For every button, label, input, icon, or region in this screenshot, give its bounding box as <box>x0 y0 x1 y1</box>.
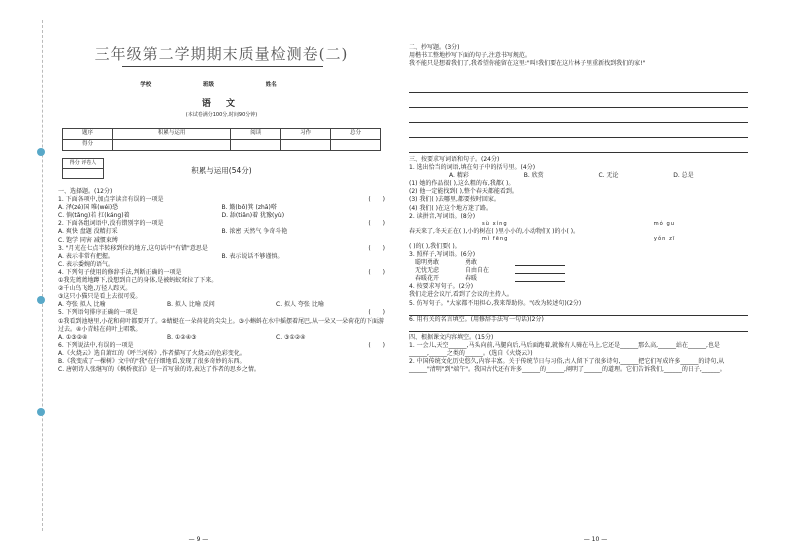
exam-note: (本试卷满分100分,时间90分钟) <box>185 112 258 118</box>
option: A. 夸张 拟人 比喻 <box>58 301 106 309</box>
question-text: 6. 用有关的名言填空。(用修辞手法写一句话)(2分) <box>409 315 544 323</box>
score-table <box>62 128 381 151</box>
sentence: (2) 他一定能找到( ),整个春天都能看到。 <box>409 188 518 196</box>
sentence: (3) 我们( )去哪里,都要按时回家。 <box>409 196 500 204</box>
question-text: 1. 选出恰当的词语,填在句子中的括号里。(4分) <box>409 164 536 172</box>
option: D. 舔(tiǎn)着 犹豫(yù) <box>221 212 285 220</box>
writing-line[interactable] <box>409 138 748 153</box>
sentence: (1) 她的作品很( ),这么粗的布,我都( )。 <box>409 180 515 188</box>
score-cell[interactable] <box>231 140 281 151</box>
score-row-label: 得分 <box>63 140 113 151</box>
sentence: 春天来了,冬天正在( ),小的树在( )里小小的,小动物们( )的小( )。 <box>409 227 580 235</box>
score-header: 习作 <box>281 129 331 140</box>
score-header: 阅读 <box>231 129 281 140</box>
option: B. 拟人 比喻 反问 <box>167 301 215 309</box>
school-label: 学校 <box>140 82 152 88</box>
class-label: 班级 <box>202 82 214 88</box>
question-text: 2. 下面各组词语中,没有错别字的一项是 <box>58 220 164 228</box>
sentence: ( )的( ),我们要( )。 <box>409 242 461 250</box>
answer-blank[interactable] <box>515 259 565 266</box>
binding-hole-icon <box>37 408 45 416</box>
word: 春暖 <box>465 275 478 283</box>
page-number: — 9 — <box>188 536 209 543</box>
grader-label: 得分 评卷人 <box>69 160 97 166</box>
option: A. 表示非常有把握。 <box>58 252 114 260</box>
question-text: 5. 下列语句排序正确的一项是 <box>58 309 138 317</box>
pinyin: sù xíng <box>481 220 508 227</box>
sentence: ③这只小猫只是看上去很可爱。 <box>58 293 142 301</box>
question-text: 3. "月光在七点半转移到位的地方,这句话中"有错"意思是 <box>58 244 208 252</box>
answer-bracket[interactable]: ( ) <box>368 220 385 228</box>
question-text: 2. 读拼音,写词语。(8分) <box>409 212 476 220</box>
sentence: ①我看到池塘里,小花和荷叶都要开了。②蜻蜓在一朵荷花的尖尖上。③小蝌蚪在水中摇摆着尾巴,从一朵又一朵荷花的下面游过去。④小青蛙在荷叶上唱歌。 <box>58 317 384 333</box>
option: C. ③①②④ <box>276 333 306 341</box>
section-words <box>409 156 748 374</box>
writing-line[interactable] <box>409 92 748 108</box>
option: B. 表示说话不够谨慎。 <box>221 252 284 260</box>
section-heading: 三、按要求写词语和句子。(24分) <box>409 156 500 163</box>
option: A. 精彩 <box>449 172 469 180</box>
pinyin: yǒn zī <box>653 235 676 242</box>
title-rule <box>122 66 323 67</box>
option: D. 总是 <box>673 172 694 180</box>
answer-blank[interactable] <box>515 275 565 282</box>
answer-bracket[interactable]: ( ) <box>368 244 385 252</box>
name-label: 姓名 <box>265 82 277 88</box>
answer-line[interactable] <box>409 324 748 332</box>
binding-hole-icon <box>37 148 45 156</box>
binding-hole-icon <box>37 296 45 304</box>
sentence: 我们走进会议厅,看到了会议的主持人。 <box>409 291 513 299</box>
score-header: 题序 <box>63 129 113 140</box>
sentence: ①我先蔫蔫地蹲下,没想到自己的身体,是被蚂蚁耷拉了下来。 <box>58 277 218 285</box>
binding-margin <box>6 0 46 551</box>
exam-title: 三年级第二学期期末质量检测卷(二) <box>94 45 349 63</box>
option: C. 倘(tǎng)若 扛(káng)着 <box>58 212 130 220</box>
option: A. 泽(zé)国 唯(wéi)恐 <box>58 204 119 212</box>
option: C. 拟人 夸张 比喻 <box>276 301 324 309</box>
question-text: 1. 下面各项中,加点字读音有误的一项是 <box>58 196 164 204</box>
score-cell[interactable] <box>331 140 381 151</box>
word: 无忧无虑 <box>415 267 440 275</box>
pinyin: mó gu <box>653 220 676 227</box>
writing-line[interactable] <box>409 123 748 138</box>
section-heading: 一、选择题。(12分) <box>58 188 113 195</box>
score-header: 总分 <box>331 129 381 140</box>
word: 春暖花开 <box>415 275 440 283</box>
question-text: 4. 按要求写句子。(2分) <box>409 283 474 291</box>
option: A. ①③②④ <box>58 333 88 341</box>
answer-bracket[interactable]: ( ) <box>368 196 385 204</box>
section-heading: 四、根据课文内容填空。(15分) <box>409 333 494 341</box>
question-text: 6. 下列说法中,有误的一项是 <box>58 341 134 349</box>
section-choice <box>58 188 385 374</box>
sentence: (4) 我们( )在这个地方迷了路。 <box>409 204 492 212</box>
option: B. 簸(bǒ)箕 (zhā)嗒 <box>221 204 277 212</box>
section-copy <box>409 44 748 68</box>
section-heading: 二、抄写题。(3分) <box>409 44 460 51</box>
subject-title: 语 文 <box>201 99 242 109</box>
answer-line[interactable] <box>409 308 748 316</box>
option: C. 无论 <box>598 172 619 180</box>
score-header: 积累与运用 <box>112 129 230 140</box>
option: A.《火烧云》选自萧红的《呼兰河传》,作者描写了火烧云的色彩变化。 <box>58 349 246 357</box>
question-text: 5. 仿写句子。"大家都不用担心,我来帮助你。"(改为转述句)(2分) <box>409 299 582 307</box>
pinyin: mì fēng <box>481 235 509 242</box>
section-title: 积累与运用(54分) <box>191 166 252 175</box>
option: B. 浓密 天然气 争奇斗艳 <box>221 228 288 236</box>
writing-line[interactable] <box>409 108 748 123</box>
word: 聪明勇敢 <box>415 259 440 267</box>
question-text: 1. 一会儿,天空______,马头向前,马腿向后,马后面跑着,就像有人骑在马上,它还是______那么高,______站在______,也是______,______之类的______。(选自《火烧云》) <box>409 341 720 357</box>
answer-bracket[interactable]: ( ) <box>368 309 385 317</box>
writing-lines[interactable] <box>409 92 748 153</box>
option: B.《我变成了一棵树》文中的"我"在仔细地看,发现了很多奇妙的东西。 <box>58 357 246 365</box>
page-right <box>397 0 794 551</box>
option: C. 饱学 同害 减惯束缚 <box>58 236 118 244</box>
option: C. 表示委婉的语气。 <box>58 260 115 268</box>
score-cell[interactable] <box>281 140 331 151</box>
quote: 我不能只是想着我们了,我希望你能留在这里:"叫!我们要在这片林子里重新找到我们的家!" <box>409 60 646 68</box>
question-text: 2. 中国传统文化历史悠久,内容丰富。关于传统节日与习俗,古人留下了很多诗句,______把它们写成许多______的诗句,从______"清明"到"端午"。我国古代还有许多______的______,阐明了______的道理。它们告诉我们,______的日子,______。 <box>409 358 726 374</box>
page-number: — 10 — <box>583 536 608 543</box>
question-text: 3. 照样子,写词语。(6分) <box>409 250 476 258</box>
student-info <box>58 82 385 89</box>
option: A. 爽快 盘题 没精打采 <box>58 228 118 236</box>
answer-bracket[interactable]: ( ) <box>368 341 385 349</box>
word: 勇敢 <box>465 259 478 267</box>
instruction: 用楷书工整地抄写下面的句子,注意书写规范。 <box>409 52 531 60</box>
answer-blank[interactable] <box>515 267 565 274</box>
option: C. 唐朝诗人张继写的《枫桥夜泊》是一首写景的诗,表达了作者的思乡之情。 <box>58 366 260 374</box>
score-cell[interactable] <box>112 140 230 151</box>
sentence: ②千山鸟飞绝,万径人踪灭。 <box>58 285 132 293</box>
question-text: 4. 下列句子使用的修辞手法,判断正确的一项是 <box>58 268 182 276</box>
answer-bracket[interactable]: ( ) <box>368 268 385 276</box>
option: B. ①②④③ <box>167 333 197 341</box>
word: 自由自在 <box>465 267 490 275</box>
option: B. 欣赏 <box>523 172 544 180</box>
